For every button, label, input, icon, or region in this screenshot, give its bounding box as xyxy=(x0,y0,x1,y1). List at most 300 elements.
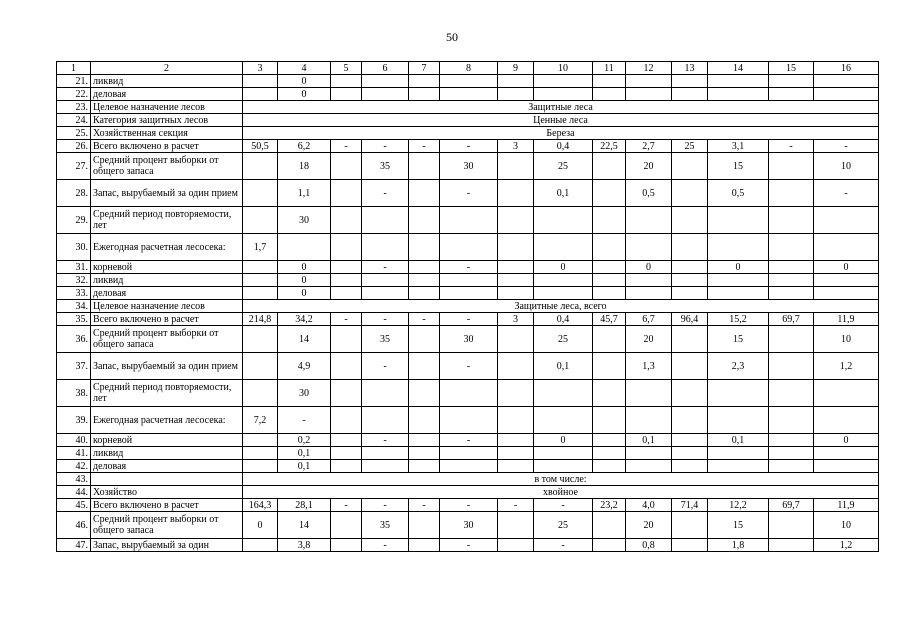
value-cell: 15 xyxy=(708,326,769,353)
value-cell: 30 xyxy=(440,512,498,539)
value-cell xyxy=(498,460,534,473)
row-number-cell: 30. xyxy=(57,234,91,261)
value-cell: - xyxy=(409,140,440,153)
value-cell: 3,1 xyxy=(708,140,769,153)
value-cell xyxy=(593,512,626,539)
value-cell xyxy=(769,407,814,434)
value-cell: 15 xyxy=(708,153,769,180)
value-cell xyxy=(593,380,626,407)
row-label-cell: Всего включено в расчет xyxy=(91,313,243,326)
value-cell xyxy=(331,434,362,447)
row-number-cell: 34. xyxy=(57,300,91,313)
value-cell xyxy=(243,287,278,300)
value-cell xyxy=(409,75,440,88)
value-cell xyxy=(769,180,814,207)
value-cell: 25 xyxy=(534,153,593,180)
table-row xyxy=(57,207,879,234)
value-cell: - xyxy=(440,434,498,447)
value-cell xyxy=(534,207,593,234)
value-cell xyxy=(626,234,672,261)
value-cell: - xyxy=(814,180,879,207)
value-cell xyxy=(440,380,498,407)
value-cell: 20 xyxy=(626,512,672,539)
value-cell xyxy=(814,447,879,460)
value-cell xyxy=(672,153,708,180)
table-row xyxy=(57,460,879,473)
value-cell xyxy=(498,447,534,460)
value-cell xyxy=(814,274,879,287)
value-cell xyxy=(534,447,593,460)
row-number-cell: 27. xyxy=(57,153,91,180)
value-cell xyxy=(769,326,814,353)
row-label-cell: деловая xyxy=(91,88,243,101)
value-cell xyxy=(672,380,708,407)
value-cell xyxy=(331,274,362,287)
row-number-cell: 29. xyxy=(57,207,91,234)
value-cell: - xyxy=(362,539,409,552)
value-cell xyxy=(672,88,708,101)
value-cell: - xyxy=(440,180,498,207)
value-cell xyxy=(243,353,278,380)
value-cell: 214,8 xyxy=(243,313,278,326)
value-cell xyxy=(243,261,278,274)
value-cell xyxy=(626,380,672,407)
value-cell: 7,2 xyxy=(243,407,278,434)
value-cell: 0 xyxy=(243,512,278,539)
value-cell: 0 xyxy=(626,261,672,274)
value-cell: 12,2 xyxy=(708,499,769,512)
value-cell xyxy=(593,180,626,207)
value-cell: - xyxy=(362,261,409,274)
column-number-cell: 15 xyxy=(769,62,814,75)
table-row xyxy=(57,326,879,353)
table-row xyxy=(57,274,879,287)
value-cell: 0 xyxy=(708,261,769,274)
row-label-cell: Средний процент выборки от общего запаса xyxy=(91,326,243,353)
table-row xyxy=(57,300,879,313)
value-cell xyxy=(672,75,708,88)
value-cell: 1,3 xyxy=(626,353,672,380)
value-cell: 30 xyxy=(278,380,331,407)
value-cell xyxy=(769,512,814,539)
table-row xyxy=(57,313,879,326)
row-number-cell: 40. xyxy=(57,434,91,447)
value-cell xyxy=(331,75,362,88)
value-cell xyxy=(534,287,593,300)
value-cell xyxy=(498,380,534,407)
value-cell: - xyxy=(331,140,362,153)
column-number-cell: 9 xyxy=(498,62,534,75)
value-cell: 3,8 xyxy=(278,539,331,552)
table-row xyxy=(57,75,879,88)
value-cell xyxy=(814,460,879,473)
value-cell xyxy=(814,88,879,101)
value-cell xyxy=(769,88,814,101)
row-label-cell: Запас, вырубаемый за один прием xyxy=(91,353,243,380)
value-cell: - xyxy=(440,140,498,153)
value-cell xyxy=(672,207,708,234)
value-cell: 0,1 xyxy=(626,434,672,447)
value-cell: - xyxy=(440,499,498,512)
value-cell xyxy=(331,287,362,300)
value-cell xyxy=(672,234,708,261)
value-cell: - xyxy=(362,434,409,447)
table-row xyxy=(57,353,879,380)
value-cell xyxy=(593,75,626,88)
value-cell: 0,4 xyxy=(534,140,593,153)
value-cell xyxy=(769,353,814,380)
value-cell: - xyxy=(498,499,534,512)
value-cell: - xyxy=(814,140,879,153)
row-label-cell: деловая xyxy=(91,287,243,300)
row-label-cell: Запас, вырубаемый за один прием xyxy=(91,180,243,207)
row-number-cell: 36. xyxy=(57,326,91,353)
value-cell xyxy=(498,407,534,434)
value-cell: - xyxy=(362,313,409,326)
value-cell: 0,8 xyxy=(626,539,672,552)
value-cell: - xyxy=(440,261,498,274)
value-cell xyxy=(243,274,278,287)
value-cell: 69,7 xyxy=(769,499,814,512)
column-number-cell: 14 xyxy=(708,62,769,75)
value-cell xyxy=(362,380,409,407)
table-row xyxy=(57,114,879,127)
row-number-cell: 38. xyxy=(57,380,91,407)
value-cell xyxy=(593,539,626,552)
value-cell xyxy=(534,380,593,407)
column-number-cell: 10 xyxy=(534,62,593,75)
value-cell xyxy=(498,287,534,300)
value-cell: 18 xyxy=(278,153,331,180)
value-cell: 20 xyxy=(626,153,672,180)
value-cell xyxy=(440,407,498,434)
value-cell xyxy=(534,75,593,88)
value-cell xyxy=(362,234,409,261)
value-cell xyxy=(593,274,626,287)
value-cell xyxy=(409,153,440,180)
value-cell xyxy=(708,460,769,473)
value-cell xyxy=(409,261,440,274)
table-row xyxy=(57,499,879,512)
value-cell xyxy=(769,207,814,234)
value-cell xyxy=(593,447,626,460)
value-cell xyxy=(708,75,769,88)
value-cell xyxy=(440,88,498,101)
value-cell xyxy=(672,353,708,380)
value-cell: 3 xyxy=(498,313,534,326)
value-cell: 164,3 xyxy=(243,499,278,512)
value-cell: 1,8 xyxy=(708,539,769,552)
value-cell: 0,1 xyxy=(278,447,331,460)
table-row xyxy=(57,127,879,140)
row-number-cell: 37. xyxy=(57,353,91,380)
value-cell xyxy=(278,234,331,261)
value-cell xyxy=(814,407,879,434)
row-number-cell: 44. xyxy=(57,486,91,499)
value-cell: - xyxy=(769,140,814,153)
merged-section-cell: Ценные леса xyxy=(243,114,879,127)
value-cell xyxy=(769,447,814,460)
value-cell xyxy=(814,207,879,234)
value-cell: - xyxy=(534,539,593,552)
value-cell xyxy=(593,207,626,234)
value-cell xyxy=(409,512,440,539)
row-label-cell: деловая xyxy=(91,460,243,473)
value-cell xyxy=(534,88,593,101)
row-number-cell: 42. xyxy=(57,460,91,473)
table-row xyxy=(57,486,879,499)
merged-section-cell: Береза xyxy=(243,127,879,140)
value-cell xyxy=(362,274,409,287)
value-cell: 10 xyxy=(814,512,879,539)
value-cell xyxy=(331,234,362,261)
value-cell xyxy=(498,326,534,353)
row-label-cell: Категория защитных лесов xyxy=(91,114,243,127)
value-cell xyxy=(593,407,626,434)
value-cell: - xyxy=(362,499,409,512)
value-cell xyxy=(440,207,498,234)
value-cell xyxy=(769,434,814,447)
value-cell xyxy=(708,407,769,434)
value-cell xyxy=(626,407,672,434)
page-number: 50 xyxy=(446,30,458,44)
value-cell xyxy=(708,380,769,407)
value-cell xyxy=(243,153,278,180)
value-cell xyxy=(498,434,534,447)
value-cell: 3 xyxy=(498,140,534,153)
row-number-cell: 33. xyxy=(57,287,91,300)
row-label-cell: ликвид xyxy=(91,274,243,287)
row-label-cell: Всего включено в расчет xyxy=(91,499,243,512)
row-number-cell: 24. xyxy=(57,114,91,127)
value-cell xyxy=(672,407,708,434)
value-cell xyxy=(409,180,440,207)
value-cell xyxy=(362,407,409,434)
row-number-cell: 45. xyxy=(57,499,91,512)
value-cell: 0 xyxy=(534,261,593,274)
row-label-cell: Средний период повторяемости, лет xyxy=(91,380,243,407)
value-cell: 0 xyxy=(814,261,879,274)
value-cell xyxy=(440,460,498,473)
value-cell xyxy=(672,434,708,447)
table-row xyxy=(57,153,879,180)
value-cell: - xyxy=(278,407,331,434)
value-cell xyxy=(243,380,278,407)
value-cell: 10 xyxy=(814,153,879,180)
row-number-cell: 21. xyxy=(57,75,91,88)
value-cell xyxy=(814,234,879,261)
value-cell xyxy=(362,447,409,460)
column-number-cell: 7 xyxy=(409,62,440,75)
value-cell: 11,9 xyxy=(814,313,879,326)
merged-section-cell: Защитные леса, всего xyxy=(243,300,879,313)
value-cell xyxy=(672,539,708,552)
row-number-cell: 39. xyxy=(57,407,91,434)
value-cell xyxy=(672,447,708,460)
value-cell xyxy=(440,234,498,261)
value-cell: 28,1 xyxy=(278,499,331,512)
value-cell xyxy=(331,207,362,234)
value-cell xyxy=(331,512,362,539)
value-cell: 45,7 xyxy=(593,313,626,326)
row-label-cell: Средний период повторяемости, лет xyxy=(91,207,243,234)
row-number-cell: 46. xyxy=(57,512,91,539)
merged-section-cell: Защитные леса xyxy=(243,101,879,114)
value-cell: 0,4 xyxy=(534,313,593,326)
value-cell: 6,7 xyxy=(626,313,672,326)
value-cell xyxy=(769,287,814,300)
table-row xyxy=(57,380,879,407)
value-cell xyxy=(331,180,362,207)
value-cell: 35 xyxy=(362,512,409,539)
value-cell xyxy=(769,153,814,180)
row-label-cell: ликвид xyxy=(91,447,243,460)
value-cell xyxy=(331,460,362,473)
row-label-cell: Хозяйство xyxy=(91,486,243,499)
value-cell: 0 xyxy=(278,274,331,287)
value-cell: 1,2 xyxy=(814,539,879,552)
value-cell xyxy=(409,380,440,407)
row-label-cell: Ежегодная расчетная лесосека: xyxy=(91,234,243,261)
value-cell xyxy=(362,460,409,473)
table-row xyxy=(57,473,879,486)
value-cell xyxy=(409,353,440,380)
value-cell: 35 xyxy=(362,153,409,180)
row-number-cell: 28. xyxy=(57,180,91,207)
value-cell: 23,2 xyxy=(593,499,626,512)
value-cell xyxy=(331,380,362,407)
value-cell xyxy=(534,274,593,287)
value-cell xyxy=(498,75,534,88)
value-cell xyxy=(708,234,769,261)
value-cell: 0 xyxy=(534,434,593,447)
row-number-cell: 47. xyxy=(57,539,91,552)
value-cell xyxy=(593,353,626,380)
value-cell xyxy=(243,460,278,473)
value-cell: 2,7 xyxy=(626,140,672,153)
value-cell xyxy=(626,207,672,234)
value-cell xyxy=(331,447,362,460)
row-label-cell: Запас, вырубаемый за один xyxy=(91,539,243,552)
value-cell: 15 xyxy=(708,512,769,539)
value-cell xyxy=(626,460,672,473)
value-cell xyxy=(440,274,498,287)
value-cell xyxy=(243,180,278,207)
value-cell xyxy=(440,447,498,460)
row-number-cell: 31. xyxy=(57,261,91,274)
value-cell: 0,2 xyxy=(278,434,331,447)
value-cell: 0 xyxy=(814,434,879,447)
value-cell: 96,4 xyxy=(672,313,708,326)
row-number-cell: 26. xyxy=(57,140,91,153)
value-cell: 20 xyxy=(626,326,672,353)
value-cell xyxy=(593,261,626,274)
table-row xyxy=(57,180,879,207)
column-number-cell: 16 xyxy=(814,62,879,75)
value-cell xyxy=(498,539,534,552)
row-label-cell: Средний процент выборки от общего запаса xyxy=(91,512,243,539)
value-cell xyxy=(708,287,769,300)
table-row xyxy=(57,140,879,153)
value-cell xyxy=(708,207,769,234)
value-cell xyxy=(409,287,440,300)
column-number-cell: 13 xyxy=(672,62,708,75)
value-cell xyxy=(626,287,672,300)
value-cell: - xyxy=(409,499,440,512)
value-cell xyxy=(498,261,534,274)
value-cell xyxy=(672,274,708,287)
value-cell xyxy=(708,447,769,460)
value-cell: - xyxy=(440,539,498,552)
value-cell: 34,2 xyxy=(278,313,331,326)
value-cell: 30 xyxy=(440,326,498,353)
value-cell xyxy=(498,207,534,234)
value-cell: 71,4 xyxy=(672,499,708,512)
table-row xyxy=(57,234,879,261)
value-cell: 0 xyxy=(278,261,331,274)
value-cell: 0 xyxy=(278,75,331,88)
table-row xyxy=(57,539,879,552)
value-cell: - xyxy=(440,313,498,326)
value-cell xyxy=(243,434,278,447)
value-cell: - xyxy=(362,353,409,380)
row-label-cell: корневой xyxy=(91,261,243,274)
value-cell xyxy=(409,326,440,353)
value-cell: 4,9 xyxy=(278,353,331,380)
value-cell xyxy=(243,75,278,88)
merged-section-cell: в том числе: xyxy=(243,473,879,486)
value-cell xyxy=(708,274,769,287)
value-cell xyxy=(626,75,672,88)
value-cell xyxy=(409,234,440,261)
value-cell xyxy=(498,153,534,180)
value-cell: - xyxy=(440,353,498,380)
value-cell: 0,1 xyxy=(534,180,593,207)
value-cell xyxy=(498,512,534,539)
value-cell xyxy=(593,88,626,101)
value-cell: 22,5 xyxy=(593,140,626,153)
value-cell xyxy=(331,261,362,274)
value-cell: 0,1 xyxy=(278,460,331,473)
value-cell xyxy=(593,287,626,300)
value-cell xyxy=(672,326,708,353)
value-cell xyxy=(440,75,498,88)
value-cell xyxy=(243,88,278,101)
value-cell xyxy=(409,447,440,460)
value-cell xyxy=(769,75,814,88)
value-cell: 25 xyxy=(672,140,708,153)
value-cell xyxy=(331,153,362,180)
value-cell xyxy=(593,434,626,447)
allowable-cut-table xyxy=(56,61,879,552)
column-number-cell: 12 xyxy=(626,62,672,75)
value-cell xyxy=(672,287,708,300)
row-label-cell: Хозяйственная секция xyxy=(91,127,243,140)
value-cell: - xyxy=(534,499,593,512)
row-label-cell: Средний процент выборки от общего запаса xyxy=(91,153,243,180)
value-cell xyxy=(498,234,534,261)
value-cell: 10 xyxy=(814,326,879,353)
value-cell xyxy=(626,447,672,460)
value-cell: - xyxy=(409,313,440,326)
value-cell: - xyxy=(331,313,362,326)
value-cell xyxy=(814,287,879,300)
value-cell xyxy=(243,207,278,234)
value-cell: 1,7 xyxy=(243,234,278,261)
row-label-cell: корневой xyxy=(91,434,243,447)
value-cell xyxy=(243,326,278,353)
table-row xyxy=(57,101,879,114)
